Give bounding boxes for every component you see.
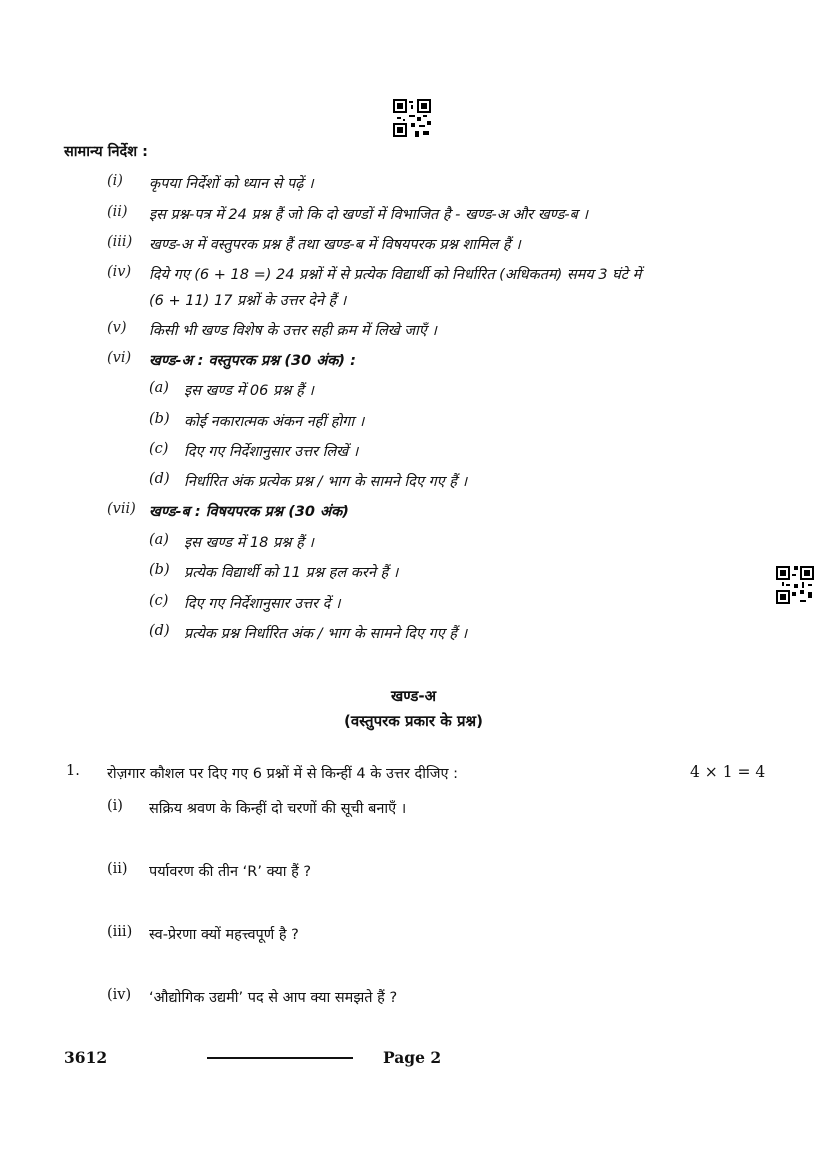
part-text: ‘औद्योगिक उद्यमी’ पद से आप क्या समझते हैं ?: [149, 990, 398, 1006]
sub-instruction-text: कोई नकारात्मक अंकन नहीं होगा ।: [184, 414, 365, 430]
instruction-text: कृपया निर्देशों को ध्यान से पढ़ें ।: [149, 176, 314, 192]
sub-instruction-number: (a): [149, 532, 169, 548]
question-number: 1.: [66, 763, 80, 779]
instruction-text: खण्ड-अ : वस्तुपरक प्रश्न (30 अंक) :: [149, 353, 356, 369]
qr-code-top: [393, 99, 431, 137]
part-number: (i): [107, 798, 123, 814]
general-instructions-heading: सामान्य निर्देश :: [64, 144, 148, 160]
instruction-text: इस प्रश्न-पत्र में 24 प्रश्न हैं जो कि दो खण्डों में विभाजित है - खण्ड-अ और खण्ड-ब ।: [149, 207, 588, 223]
section-subtitle: (वस्तुपरक प्रकार के प्रश्न): [343, 712, 483, 730]
instruction-number: (iii): [107, 234, 133, 250]
sub-instruction-number: (a): [149, 380, 169, 396]
question-text: रोज़गार कौशल पर दिए गए 6 प्रश्नों में से किन्हीं 4 के उत्तर दीजिए :: [107, 766, 458, 782]
instruction-number: (ii): [107, 204, 128, 220]
part-text: पर्यावरण की तीन ‘R’ क्या हैं ?: [149, 864, 312, 880]
page-number: Page 2: [383, 1048, 442, 1067]
section-title: खण्ड-अ: [390, 687, 437, 705]
sub-instruction-number: (d): [149, 623, 170, 639]
instruction-text: (6 + 11) 17 प्रश्नों के उत्तर देने हैं ।: [149, 293, 347, 309]
sub-instruction-text: प्रत्येक प्रश्न निर्धारित अंक / भाग के सामने दिए गए हैं ।: [184, 626, 468, 642]
instruction-number: (vi): [107, 350, 132, 366]
instruction-text: किसी भी खण्ड विशेष के उत्तर सही क्रम में लिखे जाएँ ।: [149, 323, 437, 339]
paper-code: 3612: [64, 1048, 108, 1067]
instruction-number: (v): [107, 320, 127, 336]
sub-instruction-text: इस खण्ड में 06 प्रश्न हैं ।: [184, 383, 314, 399]
footer-divider: [207, 1057, 353, 1059]
instruction-number: (vii): [107, 501, 136, 517]
sub-instruction-number: (d): [149, 471, 170, 487]
instruction-text: खण्ड-ब : विषयपरक प्रश्न (30 अंक): [149, 504, 349, 520]
instruction-number: (i): [107, 173, 123, 189]
instruction-text: खण्ड-अ में वस्तुपरक प्रश्न हैं तथा खण्ड-ब में विषयपरक प्रश्न शामिल हैं ।: [149, 237, 521, 253]
question-marks: 4 × 1 = 4: [690, 763, 766, 781]
qr-code-side: [776, 566, 814, 604]
sub-instruction-text: दिए गए निर्देशानुसार उत्तर दें ।: [184, 596, 341, 612]
part-text: सक्रिय श्रवण के किन्हीं दो चरणों की सूची बनाएँ ।: [149, 801, 407, 817]
sub-instruction-text: दिए गए निर्देशानुसार उत्तर लिखें ।: [184, 444, 359, 460]
sub-instruction-text: इस खण्ड में 18 प्रश्न हैं ।: [184, 535, 314, 551]
part-number: (iv): [107, 987, 132, 1003]
part-text: स्व-प्रेरणा क्यों महत्त्वपूर्ण है ?: [149, 927, 299, 943]
part-number: (iii): [107, 924, 133, 940]
sub-instruction-text: निर्धारित अंक प्रत्येक प्रश्न / भाग के सामने दिए गए हैं ।: [184, 474, 468, 490]
sub-instruction-text: प्रत्येक विद्यार्थी को 11 प्रश्न हल करने हैं ।: [184, 565, 399, 581]
sub-instruction-number: (c): [149, 593, 169, 609]
sub-instruction-number: (b): [149, 562, 170, 578]
instruction-number: (iv): [107, 264, 132, 280]
sub-instruction-number: (c): [149, 441, 169, 457]
instruction-text: दिये गए (6 + 18 =) 24 प्रश्नों में से प्रत्येक विद्यार्थी को निर्धारित (अधिकतम) समय 3 घंटे में: [149, 267, 642, 283]
sub-instruction-number: (b): [149, 411, 170, 427]
part-number: (ii): [107, 861, 128, 877]
